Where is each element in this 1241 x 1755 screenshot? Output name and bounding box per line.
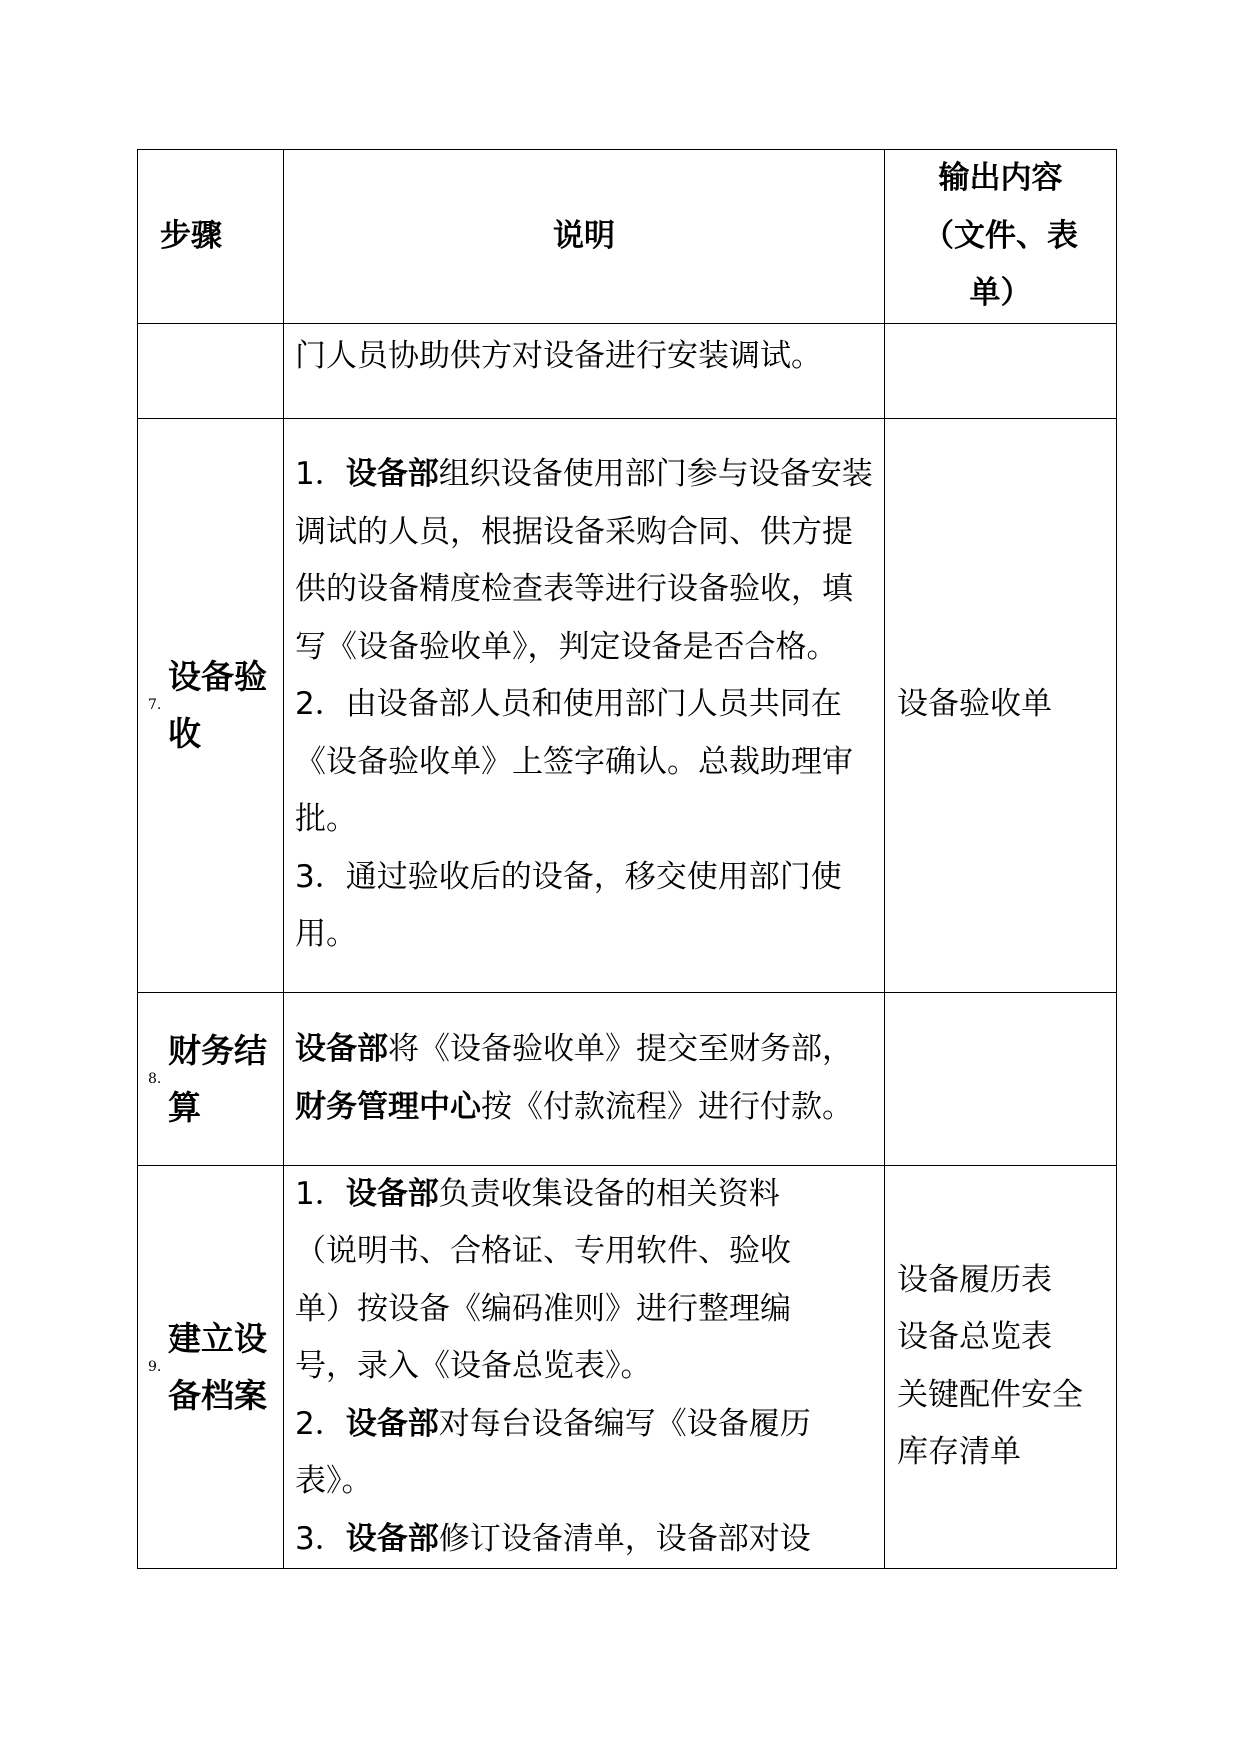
header-output-line: 输出内容	[938, 160, 1063, 196]
step-cell	[138, 418, 284, 992]
step-name-line: 算	[168, 1087, 201, 1127]
desc-cell	[284, 323, 885, 418]
step-number: 9.	[148, 1358, 162, 1375]
desc-paragraph-2	[295, 1396, 874, 1511]
desc-cell	[284, 1165, 885, 1569]
process-table	[137, 149, 1117, 1569]
desc-paragraph-2: 2．由设备部人员和使用部门人员共同在《设备验收单》上签字确认。总裁助理审批。	[295, 686, 853, 838]
desc-line: 单）按设备《编码准则》进行整理编	[295, 1290, 791, 1327]
desc-paragraph-1	[295, 1166, 874, 1224]
output-line: 库存清单	[897, 1434, 1021, 1471]
desc-line: 号，录入《设备总览表》。	[295, 1348, 652, 1384]
desc-text: 负责收集设备的相关资料	[438, 1175, 780, 1212]
desc-paragraph-1	[295, 446, 874, 676]
step-name	[168, 1310, 267, 1424]
desc-text: 修订设备清单，设备部对设	[438, 1520, 811, 1557]
desc-number: 2．	[295, 1405, 346, 1442]
desc-dept-bold: 设备部	[345, 1405, 439, 1442]
table-row-8	[138, 992, 1117, 1165]
step-cell	[138, 992, 284, 1165]
output-cell-empty	[885, 323, 1117, 418]
output-text: 设备验收单	[897, 686, 1052, 723]
output-cell-empty	[885, 992, 1117, 1165]
header-row	[138, 150, 1117, 324]
step-cell-empty	[138, 323, 284, 418]
desc-paragraph-3	[295, 1511, 874, 1569]
output-line: 设备履历表	[897, 1261, 1052, 1298]
desc-text: 将《设备验收单》提交至财务部，	[388, 1031, 853, 1067]
step-name-line: 建立设	[168, 1318, 267, 1358]
output-cell	[885, 1165, 1117, 1569]
header-output	[885, 150, 1117, 324]
step-name-line: 备档案	[168, 1375, 267, 1415]
desc-paragraph-3: 3．通过验收后的设备，移交使用部门使用。	[295, 858, 842, 953]
desc-dept-bold: 设备部	[345, 1175, 439, 1212]
header-output-line: （文件、表	[923, 217, 1078, 254]
header-step: 步骤	[138, 150, 284, 324]
desc-dept-bold: 设备部	[345, 456, 439, 493]
desc-dept-bold: 设备部	[295, 1031, 388, 1067]
desc-line: （说明书、合格证、专用软件、验收	[295, 1233, 791, 1269]
step-name-line: 财务结	[168, 1030, 267, 1070]
desc-number: 1．	[295, 1175, 346, 1212]
output-line: 关键配件安全	[897, 1376, 1083, 1413]
step-number: 7.	[148, 697, 162, 713]
step-name-line: 收	[168, 714, 201, 753]
step-name	[168, 1022, 267, 1136]
desc-number: 1．	[295, 456, 346, 493]
step-name-line: 设备验	[168, 657, 267, 696]
table-row-7	[138, 418, 1117, 992]
desc-number: 3．	[295, 1520, 346, 1557]
step-number: 8.	[148, 1070, 162, 1087]
output-cell	[885, 418, 1117, 992]
desc-dept-bold: 设备部	[345, 1520, 439, 1557]
table-row-9	[138, 1165, 1117, 1569]
desc-text: 门人员协助供方对设备进行安装调试。	[295, 337, 822, 374]
desc-cell	[284, 418, 885, 992]
desc-text: 按《付款流程》进行付款。	[481, 1088, 853, 1125]
step-name	[168, 648, 267, 762]
desc-cell	[284, 992, 885, 1165]
table-row-continued	[138, 323, 1117, 418]
output-line: 设备总览表	[897, 1319, 1052, 1356]
desc-text: 组织设备使用部门参与设备安装调试的人员，根据设备采购合同、供方提供的设备精度检查表等进行设备验收，填写《设备验收单》，判定设备是否合格。	[295, 456, 873, 665]
step-cell	[138, 1165, 284, 1569]
header-output-line: 单）	[969, 275, 1032, 311]
desc-paragraph	[295, 1021, 874, 1136]
header-desc: 说明	[284, 150, 885, 324]
desc-text: 对每台设备编写《设备履历表》。	[295, 1405, 811, 1499]
desc-dept-bold: 财务管理中心	[295, 1088, 481, 1125]
